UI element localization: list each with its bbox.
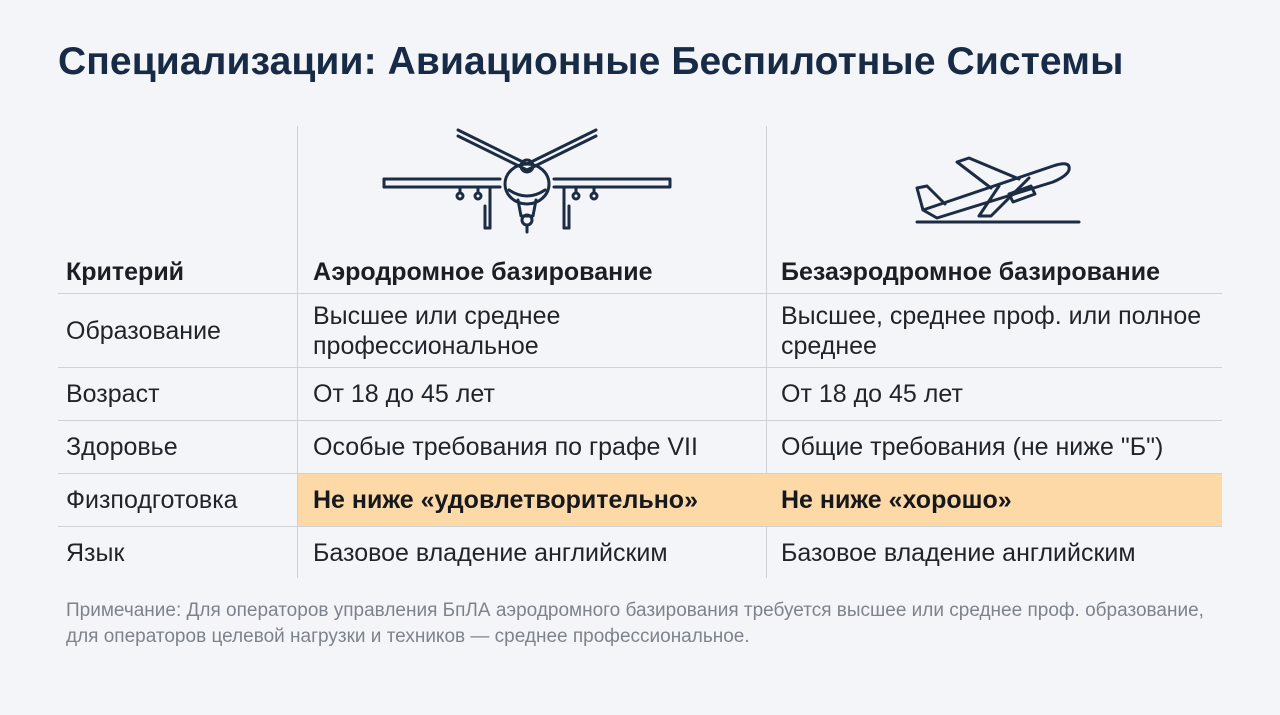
table-row-highlighted	[58, 473, 1222, 526]
table-row	[58, 368, 1222, 420]
header-non-airfield: Безаэродромное базирование	[781, 257, 1160, 286]
criterion-cell: Язык	[66, 539, 125, 567]
airfield-cell: Не ниже «удовлетворительно»	[313, 485, 698, 514]
header-criterion: Критерий	[66, 257, 185, 286]
comparison-table	[58, 122, 1222, 582]
airfield-cell: Высшее или среднее профессиональное	[313, 301, 561, 360]
table-row	[58, 421, 1222, 473]
table-row	[58, 294, 1222, 367]
non-airfield-cell: Общие требования (не ниже "Б")	[781, 433, 1164, 461]
page-title: Специализации: Авиационные Беспилотные Системы	[58, 40, 1124, 83]
table-row	[58, 527, 1222, 579]
airplane-takeoff-icon	[913, 144, 1083, 224]
header-airfield: Аэродромное базирование	[313, 257, 653, 286]
criterion-cell: Образование	[66, 316, 221, 345]
drone-icon	[382, 128, 672, 238]
non-airfield-cell: Высшее, среднее проф. или полное среднее	[781, 301, 1202, 360]
airfield-cell: Базовое владение английским	[313, 539, 668, 567]
airfield-cell: Особые требования по графе VII	[313, 433, 698, 461]
footnote: Примечание: Для операторов управления БпЛА аэродромного базирования требуется высшее или среднее проф. образование, для операторов целевой нагрузки и техников — среднее профессиональное.	[66, 600, 1204, 647]
airfield-cell: От 18 до 45 лет	[313, 380, 495, 408]
non-airfield-cell: Базовое владение английским	[781, 539, 1136, 567]
non-airfield-cell: От 18 до 45 лет	[781, 380, 963, 408]
criterion-cell: Здоровье	[66, 433, 178, 461]
criterion-cell: Возраст	[66, 380, 160, 408]
non-airfield-cell: Не ниже «хорошо»	[781, 485, 1012, 514]
criterion-cell: Физподготовка	[66, 485, 238, 514]
